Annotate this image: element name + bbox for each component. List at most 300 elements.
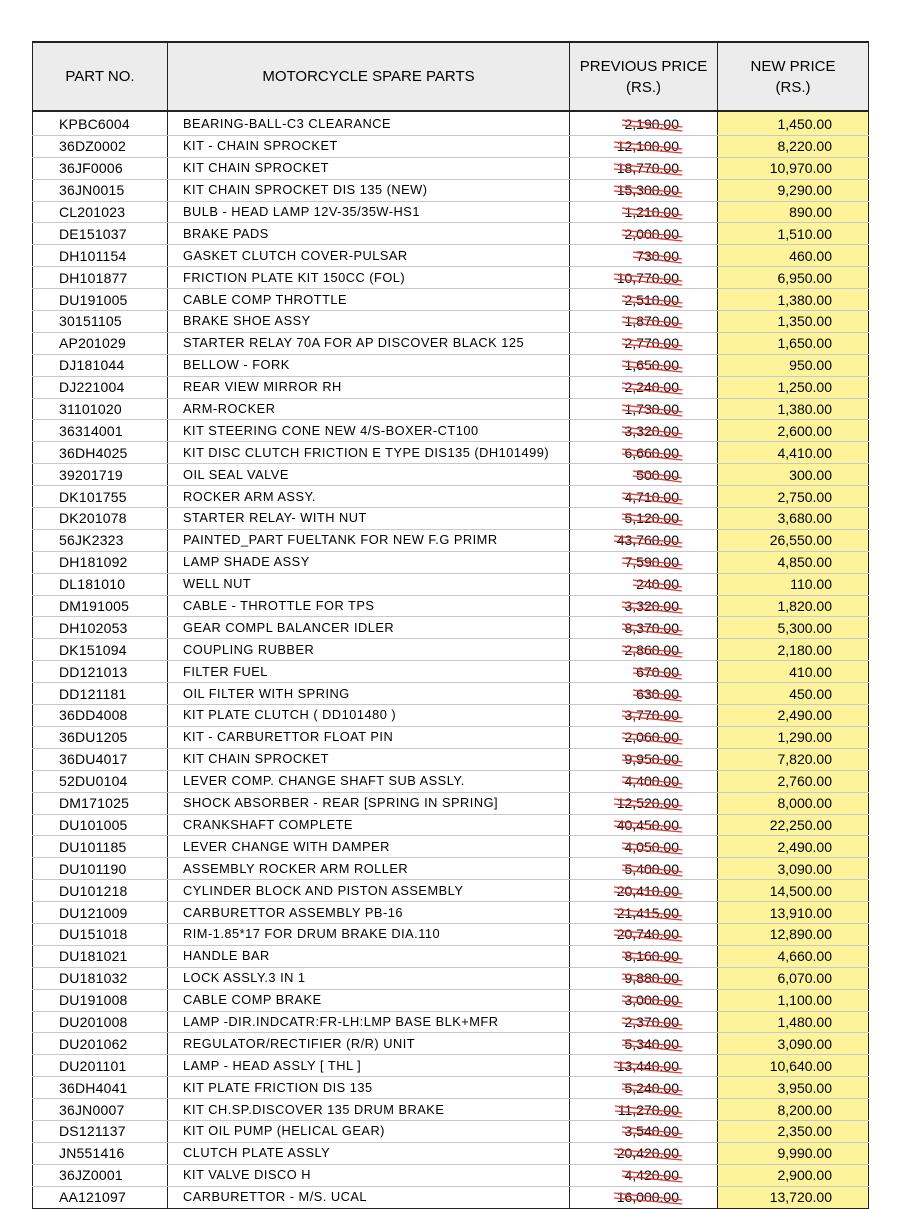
strikethrough-mark (614, 926, 682, 943)
previous-price (570, 1033, 718, 1055)
previous-price-value: 3,320.00 (624, 422, 679, 439)
strikethrough-mark (622, 1036, 683, 1053)
part-description: CARBURETTOR ASSEMBLY PB-16 (168, 902, 570, 924)
part-description: BELLOW - FORK (168, 354, 570, 376)
strikethrough-mark (622, 445, 683, 462)
table-row (33, 311, 869, 333)
table-row (33, 398, 869, 420)
new-price: 950.00 (718, 354, 869, 376)
new-price: 410.00 (718, 661, 869, 683)
part-number: 30151105 (33, 311, 168, 333)
table-row (33, 1055, 869, 1077)
part-number: DK201078 (33, 508, 168, 530)
header-new-price (718, 42, 869, 111)
previous-price (570, 508, 718, 530)
header-part-no: PART NO. (33, 42, 168, 111)
new-price: 4,660.00 (718, 945, 869, 967)
previous-price (570, 111, 718, 135)
previous-price-value: 8,370.00 (624, 619, 679, 636)
strikethrough-mark (622, 204, 683, 221)
new-price: 1,290.00 (718, 726, 869, 748)
part-description: KIT OIL PUMP (HELICAL GEAR) (168, 1120, 570, 1142)
strikethrough-mark (633, 664, 682, 681)
new-price: 26,550.00 (718, 529, 869, 551)
strikethrough-mark (622, 292, 683, 309)
part-number: DU151018 (33, 923, 168, 945)
previous-price-value: 2,770.00 (624, 335, 679, 352)
part-description: LOCK ASSLY.3 IN 1 (168, 967, 570, 989)
previous-price (570, 661, 718, 683)
price-rows (33, 111, 869, 1208)
part-description: LEVER CHANGE WITH DAMPER (168, 836, 570, 858)
previous-price (570, 836, 718, 858)
struck-price (636, 574, 679, 594)
table-row (33, 245, 869, 267)
previous-price-value: 4,710.00 (624, 488, 679, 505)
new-price: 110.00 (718, 573, 869, 595)
struck-price (625, 202, 680, 222)
part-description: GASKET CLUTCH COVER-PULSAR (168, 245, 570, 267)
previous-price (570, 420, 718, 442)
struck-price (625, 859, 680, 879)
previous-price (570, 529, 718, 551)
new-price: 1,250.00 (718, 376, 869, 398)
strikethrough-mark (622, 401, 683, 418)
table-row (33, 923, 869, 945)
previous-price (570, 1142, 718, 1164)
previous-price-value: 670.00 (636, 663, 679, 680)
table-row (33, 354, 869, 376)
part-number: DU201101 (33, 1055, 168, 1077)
part-number: AP201029 (33, 332, 168, 354)
part-description: STARTER RELAY- WITH NUT (168, 508, 570, 530)
new-price: 8,200.00 (718, 1099, 869, 1121)
strikethrough-mark (622, 751, 683, 768)
previous-price-value: 2,510.00 (624, 291, 679, 308)
price-list-sheet (32, 41, 868, 1209)
part-number: 36JN0007 (33, 1099, 168, 1121)
new-price: 1,650.00 (718, 332, 869, 354)
part-number: 36JN0015 (33, 179, 168, 201)
part-description: KIT - CHAIN SPROCKET (168, 135, 570, 157)
previous-price (570, 1077, 718, 1099)
strikethrough-mark (622, 948, 683, 965)
strikethrough-mark (633, 686, 682, 703)
previous-price (570, 551, 718, 573)
struck-price (617, 1187, 679, 1207)
struck-price (625, 487, 680, 507)
previous-price (570, 464, 718, 486)
struck-price (617, 180, 679, 200)
part-number: DU101190 (33, 858, 168, 880)
part-number: 36314001 (33, 420, 168, 442)
previous-price-value: 10,770.00 (616, 269, 679, 286)
part-description: CYLINDER BLOCK AND PISTON ASSEMBLY (168, 880, 570, 902)
strikethrough-mark (622, 554, 683, 571)
new-price: 5,300.00 (718, 617, 869, 639)
part-number: DM171025 (33, 792, 168, 814)
part-description: KIT DISC CLUTCH FRICTION E TYPE DIS135 (DH101499) (168, 442, 570, 464)
part-description: RIM-1.85*17 FOR DRUM BRAKE DIA.110 (168, 923, 570, 945)
previous-price (570, 157, 718, 179)
table-row (33, 442, 869, 464)
previous-price-value: 12,100.00 (616, 138, 679, 155)
previous-price-value: 3,540.00 (624, 1123, 679, 1140)
strikethrough-mark (622, 1080, 683, 1097)
struck-price (625, 596, 680, 616)
part-number: 56JK2323 (33, 529, 168, 551)
table-row (33, 420, 869, 442)
part-number: 36DH4025 (33, 442, 168, 464)
part-number: DK101755 (33, 486, 168, 508)
new-price: 7,820.00 (718, 748, 869, 770)
table-row (33, 529, 869, 551)
struck-price (625, 443, 680, 463)
table-row (33, 267, 869, 289)
table-row (33, 748, 869, 770)
previous-price-value: 20,420.00 (616, 1145, 679, 1162)
previous-price (570, 792, 718, 814)
struck-price (617, 793, 679, 813)
previous-price-value: 21,415.00 (616, 904, 679, 921)
strikethrough-mark (622, 1014, 683, 1031)
previous-price-value: 8,160.00 (624, 948, 679, 965)
previous-price (570, 245, 718, 267)
new-price: 13,910.00 (718, 902, 869, 924)
header-new-price-line2: (RS.) (775, 78, 811, 96)
part-description: BEARING-BALL-C3 CLEARANCE (168, 111, 570, 135)
part-description: FILTER FUEL (168, 661, 570, 683)
part-description: LEVER COMP. CHANGE SHAFT SUB ASSLY. (168, 770, 570, 792)
header-previous-price-line1: PREVIOUS PRICE (579, 57, 708, 75)
part-description: KIT CHAIN SPROCKET (168, 748, 570, 770)
struck-price (617, 136, 679, 156)
previous-price (570, 880, 718, 902)
new-price: 1,380.00 (718, 289, 869, 311)
previous-price-value: 240.00 (636, 576, 679, 593)
table-row (33, 1077, 869, 1099)
part-description: SHOCK ABSORBER - REAR [SPRING IN SPRING] (168, 792, 570, 814)
strikethrough-mark (615, 1102, 682, 1119)
previous-price-value: 11,270.00 (617, 1101, 679, 1118)
previous-price (570, 289, 718, 311)
part-number: 36DH4041 (33, 1077, 168, 1099)
previous-price-value: 9,880.00 (624, 970, 679, 987)
new-price: 14,500.00 (718, 880, 869, 902)
previous-price (570, 398, 718, 420)
struck-price (617, 1056, 679, 1076)
part-description: GEAR COMPL BALANCER IDLER (168, 617, 570, 639)
previous-price (570, 989, 718, 1011)
table-row (33, 945, 869, 967)
new-price: 13,720.00 (718, 1186, 869, 1208)
struck-price (617, 158, 679, 178)
part-number: DH101877 (33, 267, 168, 289)
struck-price (617, 881, 679, 901)
strikethrough-mark (622, 379, 683, 396)
new-price: 2,490.00 (718, 836, 869, 858)
table-row (33, 573, 869, 595)
part-number: JN551416 (33, 1142, 168, 1164)
part-number: DU181032 (33, 967, 168, 989)
previous-price-value: 3,320.00 (624, 598, 679, 615)
table-row (33, 508, 869, 530)
previous-price-value: 2,190.00 (624, 116, 679, 133)
previous-price (570, 639, 718, 661)
new-price: 1,820.00 (718, 595, 869, 617)
new-price: 3,090.00 (718, 858, 869, 880)
previous-price (570, 354, 718, 376)
part-number: 36DU1205 (33, 726, 168, 748)
table-row (33, 1120, 869, 1142)
strikethrough-mark (614, 795, 682, 812)
part-number: 36JF0006 (33, 157, 168, 179)
new-price: 10,640.00 (718, 1055, 869, 1077)
struck-price (625, 727, 680, 747)
part-number: 36DU4017 (33, 748, 168, 770)
previous-price (570, 902, 718, 924)
part-description: FRICTION PLATE KIT 150CC (FOL) (168, 267, 570, 289)
new-price: 9,990.00 (718, 1142, 869, 1164)
part-number: AA121097 (33, 1186, 168, 1208)
table-row (33, 1099, 869, 1121)
previous-price-value: 2,000.00 (624, 225, 679, 242)
new-price: 22,250.00 (718, 814, 869, 836)
part-number: DU121009 (33, 902, 168, 924)
table-row (33, 157, 869, 179)
strikethrough-mark (622, 116, 683, 133)
new-price: 2,900.00 (718, 1164, 869, 1186)
part-number: 36DZ0002 (33, 135, 168, 157)
new-price: 3,950.00 (718, 1077, 869, 1099)
previous-price (570, 1120, 718, 1142)
previous-price (570, 770, 718, 792)
previous-price (570, 135, 718, 157)
strikethrough-mark (622, 620, 683, 637)
new-price: 1,380.00 (718, 398, 869, 420)
previous-price (570, 1011, 718, 1033)
previous-price (570, 748, 718, 770)
new-price: 2,750.00 (718, 486, 869, 508)
table-row (33, 726, 869, 748)
strikethrough-mark (622, 1167, 683, 1184)
previous-price (570, 617, 718, 639)
struck-price (625, 224, 680, 244)
previous-price-value: 12,520.00 (616, 795, 679, 812)
previous-price-value: 18,770.00 (616, 160, 679, 177)
new-price: 2,760.00 (718, 770, 869, 792)
price-table (32, 41, 869, 1209)
previous-price-value: 5,120.00 (624, 510, 679, 527)
table-row (33, 989, 869, 1011)
part-number: DU101185 (33, 836, 168, 858)
struck-price (625, 421, 680, 441)
new-price: 8,220.00 (718, 135, 869, 157)
new-price: 8,000.00 (718, 792, 869, 814)
strikethrough-mark (614, 905, 682, 922)
part-number: DU201062 (33, 1033, 168, 1055)
strikethrough-mark (614, 1145, 682, 1162)
struck-price (636, 684, 679, 704)
struck-price (625, 311, 680, 331)
part-description: LAMP - HEAD ASSLY [ THL ] (168, 1055, 570, 1077)
struck-price (625, 771, 680, 791)
part-number: DU101218 (33, 880, 168, 902)
strikethrough-mark (614, 1189, 682, 1206)
new-price: 1,100.00 (718, 989, 869, 1011)
previous-price-value: 5,400.00 (624, 860, 679, 877)
strikethrough-mark (622, 861, 683, 878)
previous-price (570, 1099, 718, 1121)
new-price: 3,680.00 (718, 508, 869, 530)
previous-price-value: 20,740.00 (616, 926, 679, 943)
table-row (33, 551, 869, 573)
struck-price (625, 705, 680, 725)
previous-price-value: 1,210.00 (624, 204, 679, 220)
previous-price-value: 4,400.00 (624, 773, 679, 790)
struck-price (618, 1100, 679, 1120)
previous-price-value: 1,650.00 (624, 357, 679, 374)
strikethrough-mark (622, 313, 683, 330)
previous-price (570, 223, 718, 245)
table-row (33, 1033, 869, 1055)
previous-price-value: 7,590.00 (624, 554, 679, 571)
part-description: OIL SEAL VALVE (168, 464, 570, 486)
struck-price (625, 968, 680, 988)
previous-price (570, 376, 718, 398)
previous-price (570, 705, 718, 727)
struck-price (625, 990, 680, 1010)
new-price: 6,950.00 (718, 267, 869, 289)
previous-price (570, 486, 718, 508)
new-price: 4,850.00 (718, 551, 869, 573)
part-number: DU181021 (33, 945, 168, 967)
part-description: KIT PLATE CLUTCH ( DD101480 ) (168, 705, 570, 727)
strikethrough-mark (622, 992, 683, 1009)
strikethrough-mark (614, 817, 682, 834)
part-number: DJ221004 (33, 376, 168, 398)
header-previous-price (570, 42, 718, 111)
part-description: LAMP -DIR.INDCATR:FR-LH:LMP BASE BLK+MFR (168, 1011, 570, 1033)
part-number: DH181092 (33, 551, 168, 573)
part-description: OIL FILTER WITH SPRING (168, 683, 570, 705)
part-number: DJ181044 (33, 354, 168, 376)
strikethrough-mark (622, 1123, 683, 1140)
part-number: CL201023 (33, 201, 168, 223)
part-description: HANDLE BAR (168, 945, 570, 967)
strikethrough-mark (614, 138, 682, 155)
previous-price (570, 1164, 718, 1186)
part-description: CRANKSHAFT COMPLETE (168, 814, 570, 836)
table-row (33, 486, 869, 508)
strikethrough-mark (622, 839, 683, 856)
part-description: BULB - HEAD LAMP 12V-35/35W-HS1 (168, 201, 570, 223)
table-row (33, 595, 869, 617)
part-description: WELL NUT (168, 573, 570, 595)
table-row (33, 661, 869, 683)
previous-price (570, 595, 718, 617)
table-row (33, 1011, 869, 1033)
part-description: KIT CH.SP.DISCOVER 135 DRUM BRAKE (168, 1099, 570, 1121)
header-spare-parts: MOTORCYCLE SPARE PARTS (168, 42, 570, 111)
part-description: KIT STEERING CONE NEW 4/S-BOXER-CT100 (168, 420, 570, 442)
previous-price-value: 20,410.00 (616, 882, 679, 899)
struck-price (617, 924, 679, 944)
part-number: DK151094 (33, 639, 168, 661)
previous-price-value: 2,370.00 (624, 1013, 679, 1030)
part-description: PAINTED_PART FUELTANK FOR NEW F.G PRIMR (168, 529, 570, 551)
struck-price (625, 114, 680, 134)
strikethrough-mark (633, 467, 682, 484)
part-description: REGULATOR/RECTIFIER (R/R) UNIT (168, 1033, 570, 1055)
table-row (33, 201, 869, 223)
previous-price-value: 730.00 (636, 247, 679, 264)
table-row (33, 814, 869, 836)
new-price: 890.00 (718, 201, 869, 223)
part-description: LAMP SHADE ASSY (168, 551, 570, 573)
table-row (33, 376, 869, 398)
part-description: CARBURETTOR - M/S. UCAL (168, 1186, 570, 1208)
strikethrough-mark (622, 423, 683, 440)
previous-price-value: 5,240.00 (624, 1079, 679, 1096)
previous-price-value: 15,300.00 (616, 182, 679, 199)
struck-price (636, 465, 679, 485)
struck-price (625, 552, 680, 572)
previous-price-value: 630.00 (636, 685, 679, 702)
strikethrough-mark (622, 598, 683, 615)
new-price: 2,350.00 (718, 1120, 869, 1142)
table-row (33, 836, 869, 858)
previous-price (570, 683, 718, 705)
part-number: DH101154 (33, 245, 168, 267)
strikethrough-mark (614, 1058, 682, 1075)
previous-price (570, 201, 718, 223)
part-number: DE151037 (33, 223, 168, 245)
part-description: KIT CHAIN SPROCKET DIS 135 (NEW) (168, 179, 570, 201)
previous-price (570, 573, 718, 595)
previous-price-value: 1,730.00 (624, 401, 679, 418)
table-row (33, 902, 869, 924)
part-number: DH102053 (33, 617, 168, 639)
part-description: KIT - CARBURETTOR FLOAT PIN (168, 726, 570, 748)
previous-price-value: 2,860.00 (624, 641, 679, 658)
previous-price (570, 1055, 718, 1077)
strikethrough-mark (614, 182, 682, 199)
header-new-price-line1: NEW PRICE (750, 57, 836, 75)
new-price: 2,490.00 (718, 705, 869, 727)
part-description: ARM-ROCKER (168, 398, 570, 420)
previous-price (570, 179, 718, 201)
table-row (33, 179, 869, 201)
table-row (33, 111, 869, 135)
part-number: DU191005 (33, 289, 168, 311)
part-number: DS121137 (33, 1120, 168, 1142)
previous-price (570, 332, 718, 354)
struck-price (625, 1078, 680, 1098)
part-description: REAR VIEW MIRROR RH (168, 376, 570, 398)
strikethrough-mark (622, 510, 683, 527)
part-number: DU201008 (33, 1011, 168, 1033)
new-price: 12,890.00 (718, 923, 869, 945)
struck-price (625, 1012, 680, 1032)
strikethrough-mark (614, 532, 682, 549)
table-row (33, 1164, 869, 1186)
previous-price (570, 442, 718, 464)
part-number: 39201719 (33, 464, 168, 486)
part-description: ROCKER ARM ASSY. (168, 486, 570, 508)
strikethrough-mark (614, 160, 682, 177)
table-row (33, 464, 869, 486)
